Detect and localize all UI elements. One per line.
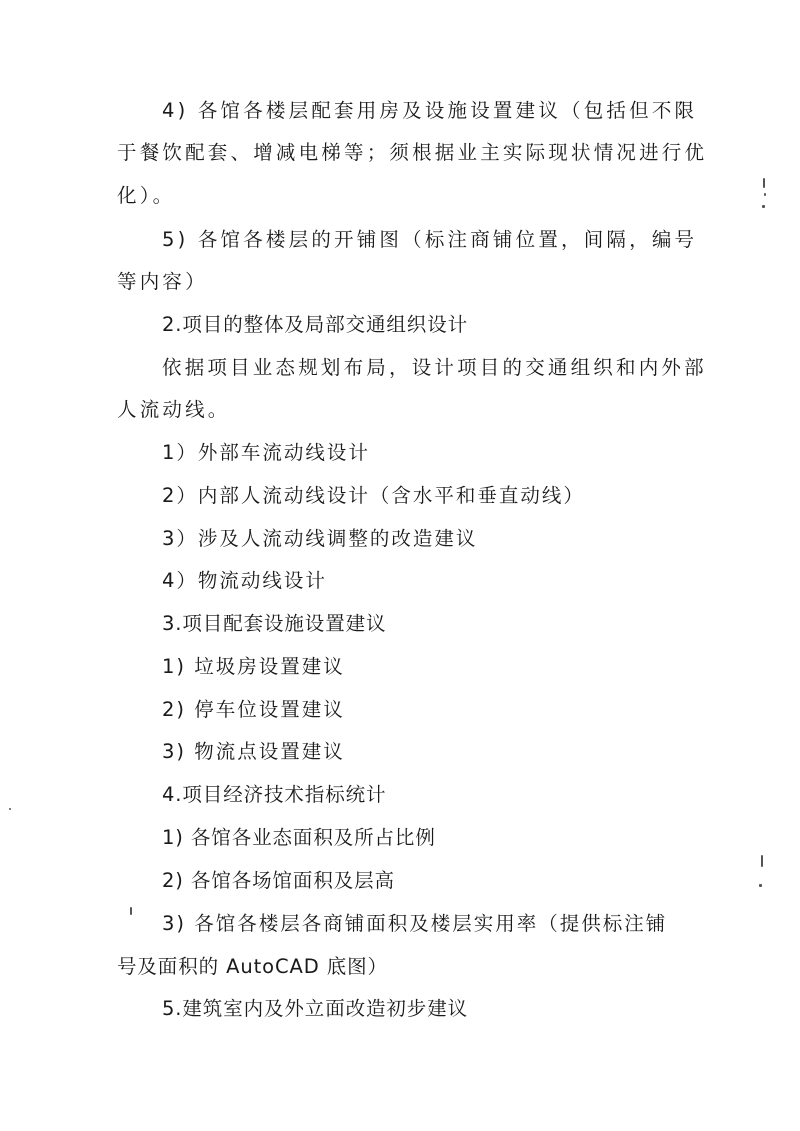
text-line: 于餐饮配套、增减电梯等；须根据业主实际现状情况进行优 (117, 141, 708, 164)
section-heading: 2.项目的整体及局部交通组织设计 (162, 313, 469, 336)
section-heading: 5.建筑室内及外立面改造初步建议 (162, 997, 469, 1020)
list-item: 1) 垃圾房设置建议 (162, 655, 345, 678)
text-line: 4) 各馆各楼层配套用房及设施设置建议（包括但不限 (162, 99, 698, 122)
scan-speck (761, 855, 763, 867)
text-line: 号及面积的 AutoCAD 底图） (117, 955, 388, 978)
text-line: 等内容） (117, 270, 208, 293)
list-item: 2) 停车位设置建议 (162, 698, 345, 721)
text-line: 人流动线。 (117, 398, 231, 421)
list-item: 1）外部车流动线设计 (162, 441, 370, 464)
list-item: 3) 物流点设置建议 (162, 740, 345, 763)
text-line: 依据项目业态规划布局，设计项目的交通组织和内外部 (162, 356, 707, 379)
scan-speck (130, 907, 132, 915)
scan-speck (759, 884, 762, 887)
list-item: 2) 各馆各场馆面积及层高 (162, 869, 395, 892)
scan-speck (763, 178, 765, 188)
section-heading: 3.项目配套设施设置建议 (162, 612, 387, 635)
scan-speck (9, 808, 11, 810)
list-item: 1) 各馆各业态面积及所占比例 (162, 826, 436, 849)
scan-speck (764, 193, 766, 196)
list-item: 2）内部人流动线设计（含水平和垂直动线） (162, 484, 585, 507)
text-line: 5) 各馆各楼层的开铺图（标注商铺位置，间隔，编号 (162, 228, 698, 251)
list-item: 3）涉及人流动线调整的改造建议 (162, 527, 478, 550)
section-heading: 4.项目经济技术指标统计 (162, 783, 387, 806)
list-item: 3) 各馆各楼层各商铺面积及楼层实用率（提供标注铺 (162, 912, 668, 935)
scan-speck (762, 205, 765, 208)
text-line: 化）。 (117, 184, 176, 207)
list-item: 4）物流动线设计 (162, 569, 327, 592)
